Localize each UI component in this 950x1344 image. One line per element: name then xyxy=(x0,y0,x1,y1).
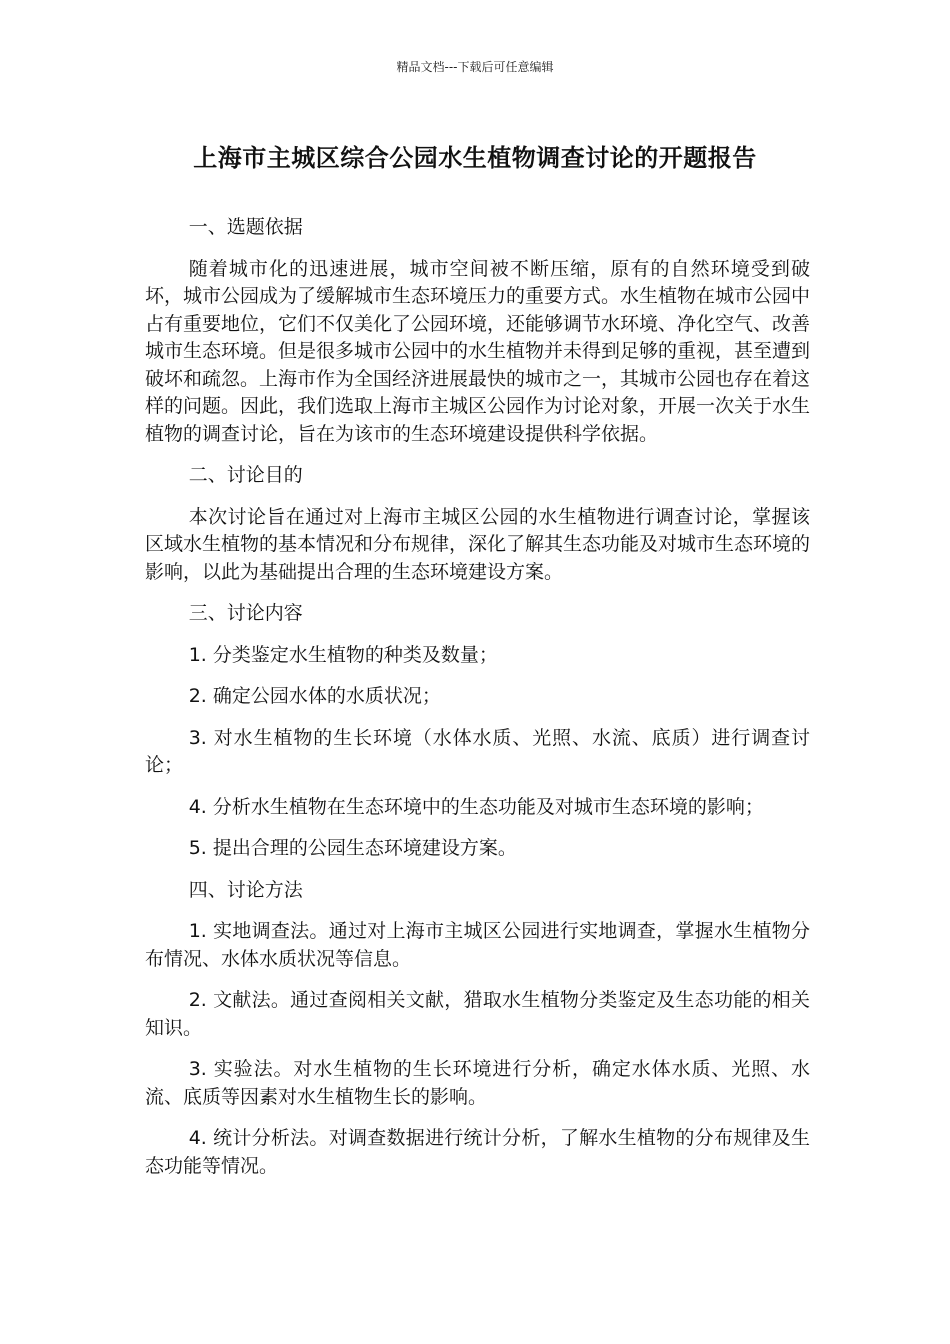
list-item: 4. 统计分析法。对调查数据进行统计分析，了解水生植物的分布规律及生态功能等情况。 xyxy=(145,1127,810,1177)
list-item: 3. 对水生植物的生长环境（水体水质、光照、水流、底质）进行调查讨论； xyxy=(145,726,810,776)
page-title: 上海市主城区综合公园水生植物调查讨论的开题报告 xyxy=(193,144,757,172)
list-item: 5. 提出合理的公园生态环境建设方案。 xyxy=(188,837,517,859)
header-note: 精品文档---下载后可任意编辑 xyxy=(396,60,554,74)
paragraph: 随着城市化的迅速进展，城市空间被不断压缩，原有的自然环境受到破坏，城市公园成为了缓解城市生态环境压力的重要方式。水生植物在城市公园中占有重要地位，它们不仅美化了公园环境，还能够调节水环境、净化空气、改善城市生态环境。但是很多城市公园中的水生植物并未得到足够的重视，甚至遭到破坏和疏忽。上海市作为全国经济进展最快的城市之一，其城市公园也存在着这样的问题。因此，我们选取上海市主城区公园作为讨论对象，开展一次关于水生植物的调查讨论，旨在为该市的生态环境建设提供科学依据。 xyxy=(145,257,811,445)
section-heading: 三、讨论内容 xyxy=(188,602,303,624)
list-item: 1. 实地调查法。通过对上海市主城区公园进行实地调查，掌握水生植物分布情况、水体水质状况等信息。 xyxy=(145,920,810,970)
list-item: 2. 确定公园水体的水质状况； xyxy=(188,685,441,707)
list-item: 3. 实验法。对水生植物的生长环境进行分析，确定水体水质、光照、水流、底质等因素对水生植物生长的影响。 xyxy=(145,1058,810,1108)
section-heading: 四、讨论方法 xyxy=(188,878,303,901)
list-item: 4. 分析水生植物在生态环境中的生态功能及对城市生态环境的影响； xyxy=(188,795,764,818)
document-body xyxy=(145,214,810,1194)
list-item: 2. 文献法。通过查阅相关文献，猎取水生植物分类鉴定及生态功能的相关知识。 xyxy=(145,989,810,1039)
section-heading: 二、讨论目的 xyxy=(188,464,303,486)
paragraph: 本次讨论旨在通过对上海市主城区公园的水生植物进行调查讨论，掌握该区域水生植物的基本情况和分布规律，深化了解其生态功能及对城市生态环境的影响，以此为基础提出合理的生态环境建设方案。 xyxy=(145,505,811,583)
list-item: 1. 分类鉴定水生植物的种类及数量； xyxy=(188,643,498,666)
section-heading: 一、选题依据 xyxy=(188,216,303,238)
